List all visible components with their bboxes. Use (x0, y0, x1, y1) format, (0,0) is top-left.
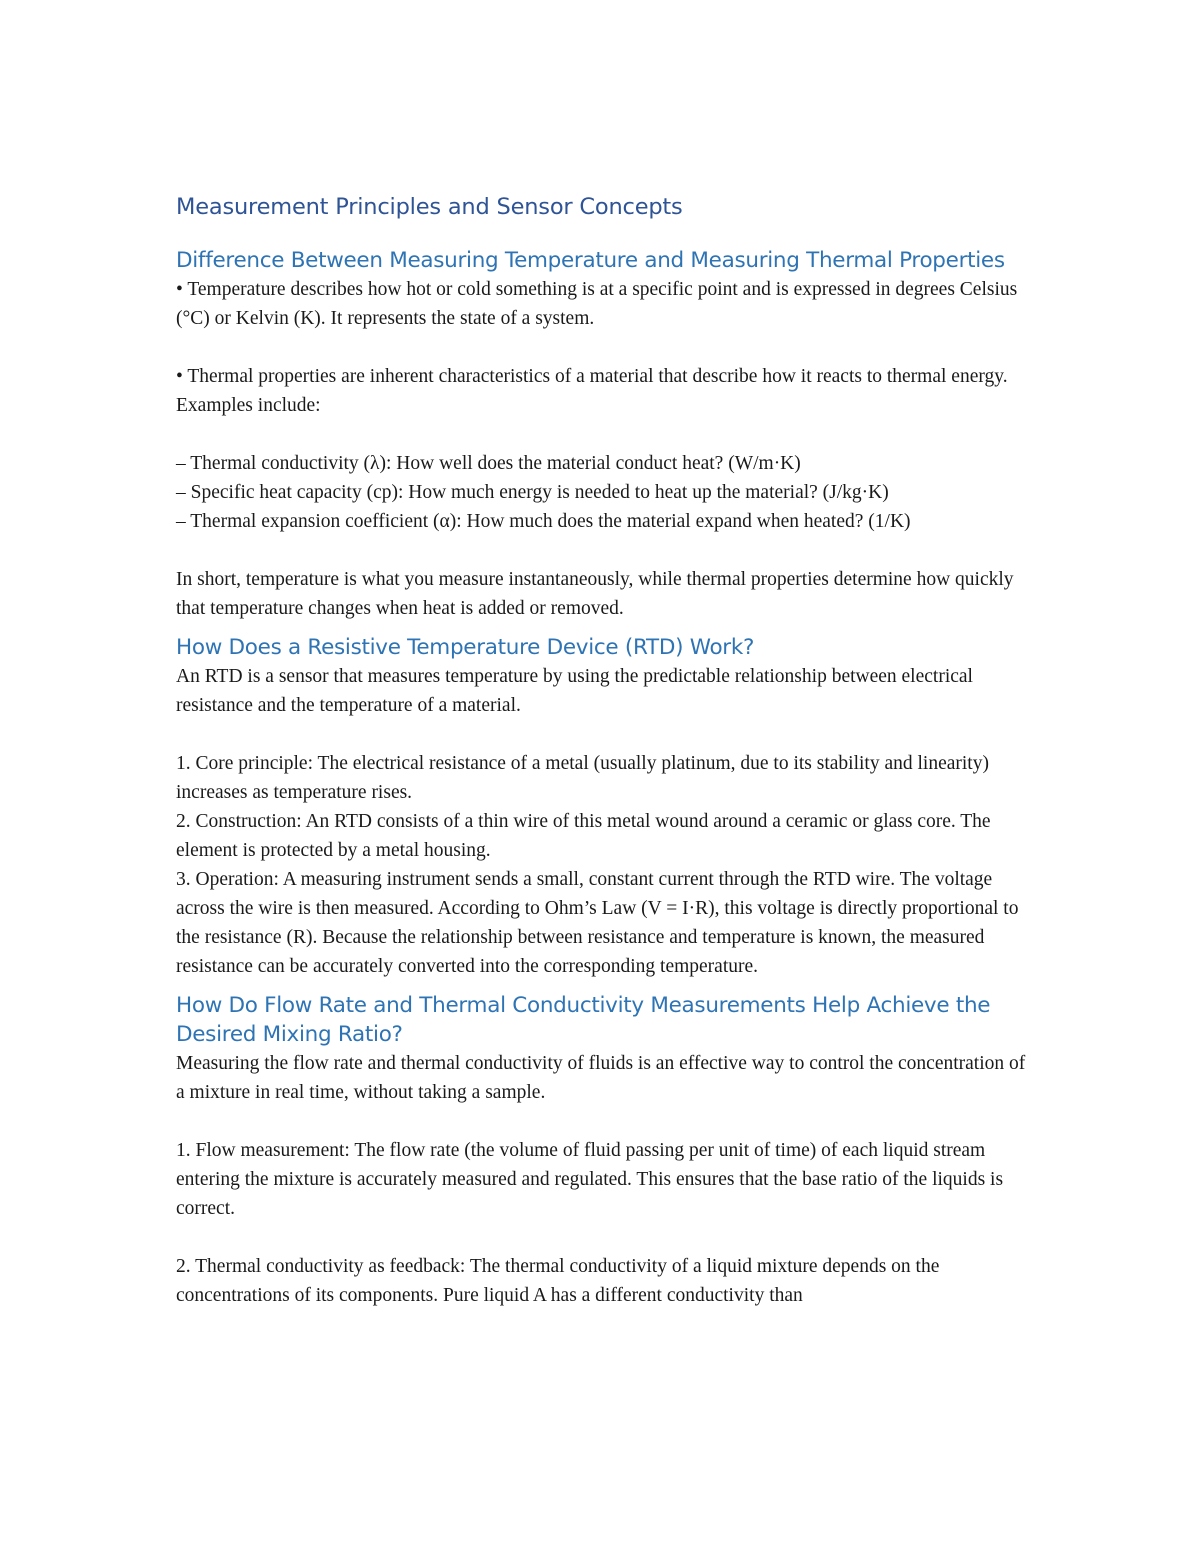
list-item-thermal-expansion: – Thermal expansion coefficient (α): How much does the material expand when heated? (1/K) (176, 511, 911, 532)
list-item-specific-heat: – Specific heat capacity (cp): How much energy is needed to heat up the material? (J/kg·K) (176, 482, 889, 503)
section-heading-temperature-vs-properties: Difference Between Measuring Temperature and Measuring Thermal Properties (176, 248, 1005, 273)
paragraph-temperature-definition: • Temperature describes how hot or cold something is at a specific point and is expressed in degrees Celsius (°C) or Kelvin (K). It represents the state of a system. (176, 279, 1018, 329)
list-item-thermal-conductivity: – Thermal conductivity (λ): How well does the material conduct heat? (W/m·K) (176, 453, 801, 474)
document-title: Measurement Principles and Sensor Concepts (176, 194, 683, 220)
list-item-rtd-operation: 3. Operation: A measuring instrument sends a small, constant current through the RTD wire. The voltage across the wire is then measured. According to Ohm’s Law (V = I·R), this voltage is directly proportional to the resistance (R). Because the relationship between resistance and temperature is known, the measured resistance can be accurately converted into the corresponding temperature. (176, 869, 1019, 977)
paragraph-summary: In short, temperature is what you measure instantaneously, while thermal properties determine how quickly that temperature changes when heat is added or removed. (176, 569, 1014, 619)
section-heading-flow-and-conductivity: How Do Flow Rate and Thermal Conductivity Measurements Help Achieve the Desired Mixing Ratio? (176, 993, 991, 1047)
section-heading-rtd: How Does a Resistive Temperature Device (RTD) Work? (176, 635, 755, 660)
paragraph-rtd-intro: An RTD is a sensor that measures temperature by using the predictable relationship between electrical resistance and the temperature of a material. (176, 666, 973, 716)
list-item-conductivity-feedback: 2. Thermal conductivity as feedback: The thermal conductivity of a liquid mixture depends on the concentrations of its components. Pure liquid A has a different conductivity than (176, 1256, 940, 1306)
paragraph-mixing-intro: Measuring the flow rate and thermal conductivity of fluids is an effective way to control the concentration of a mixture in real time, without taking a sample. (176, 1053, 1026, 1103)
list-item-flow-measurement: 1. Flow measurement: The flow rate (the volume of fluid passing per unit of time) of each liquid stream entering the mixture is accurately measured and regulated. This ensures that the base ratio of the liquids is correct. (176, 1140, 1004, 1219)
document-body (176, 190, 1036, 1310)
list-item-rtd-core-principle: 1. Core principle: The electrical resistance of a metal (usually platinum, due to its stability and linearity) increases as temperature rises. (176, 753, 989, 803)
list-item-rtd-construction: 2. Construction: An RTD consists of a thin wire of this metal wound around a ceramic or glass core. The element is protected by a metal housing. (176, 811, 991, 861)
paragraph-thermal-properties: • Thermal properties are inherent characteristics of a material that describe how it reacts to thermal energy. Examples include: (176, 366, 1008, 416)
